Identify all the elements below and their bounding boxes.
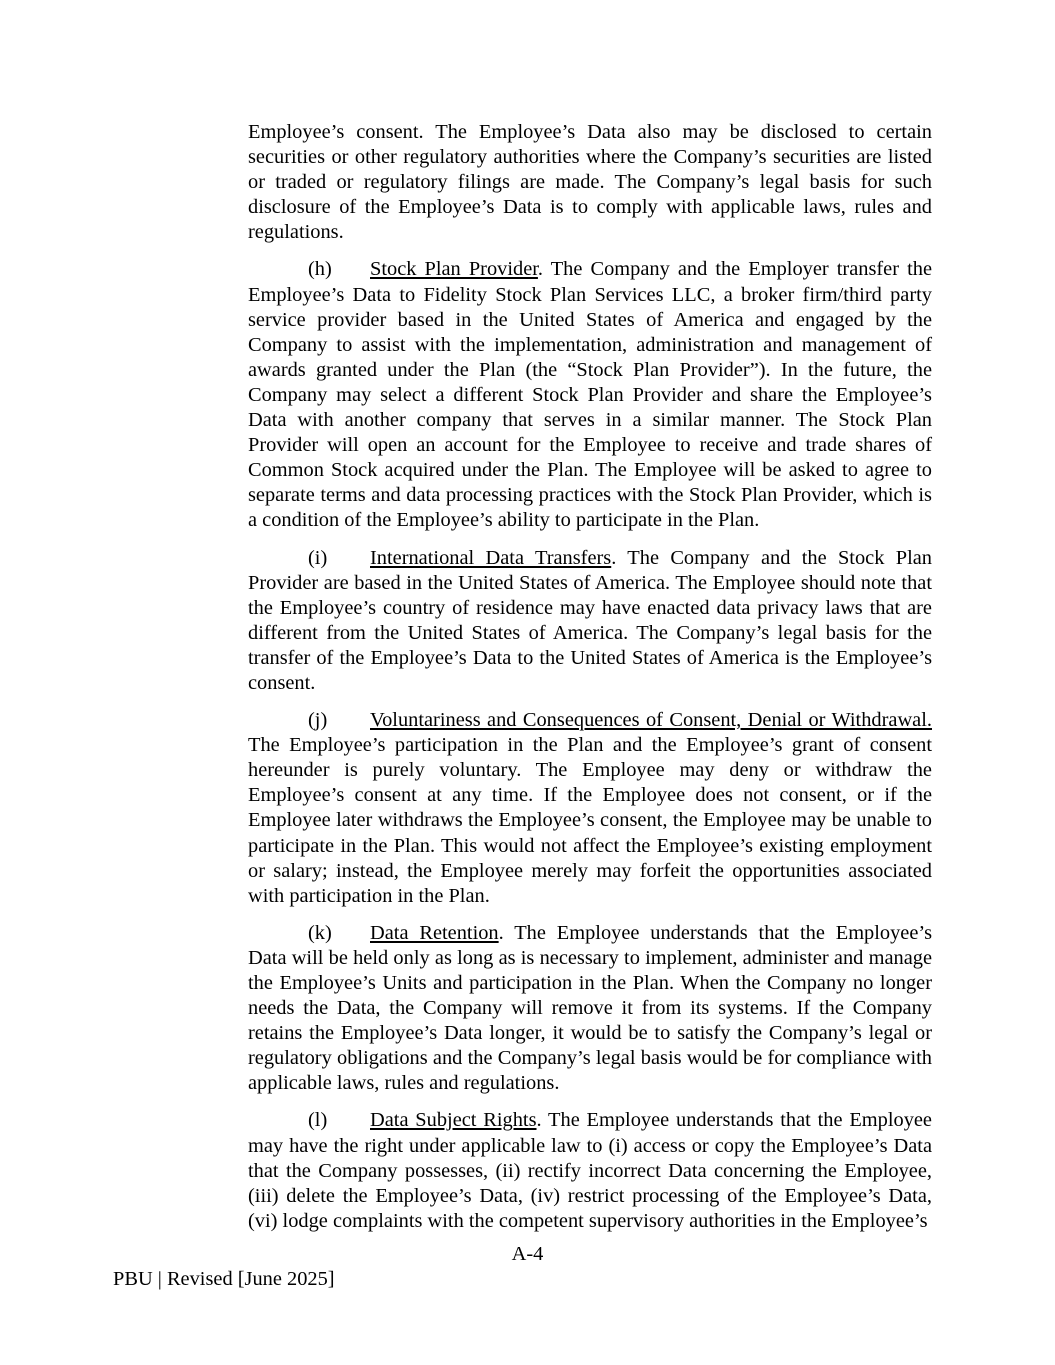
heading-international-data-transfers: International Data Transfers bbox=[370, 546, 612, 569]
paragraph-letter-k: (k) bbox=[308, 921, 332, 944]
paragraph-h bbox=[248, 257, 932, 533]
heading-data-subject-rights: Data Subject Rights bbox=[370, 1109, 537, 1132]
paragraph-text: . The Employee understands that the Employee may have the right under applicable law to (i) access or copy the Employee’s Data that the Company possesses, (ii) rectify incorrect Data concerning the Employee, (iii) delete the Employee’s Data, (iv) restrict processing of the Employee’s Data, (vi) lodge complaints with the competent supervisory authorities in the Employee’s bbox=[248, 1109, 932, 1232]
paragraph-text: . The Employee understands that the Employee’s Data will be held only as long as is necessary to implement, administer and manage the Employee’s Units and participation in the Plan. When the Company no longer needs the Data, the Company will remove it from its systems. If the Company retains the Employee’s Data longer, it would be to satisfy the Company’s legal or regulatory obligations and the Company’s legal basis would be for compliance with applicable laws, rules and regulations. bbox=[248, 921, 933, 1095]
paragraph-text: The Employee’s participation in the Plan and the Employee’s grant of consent hereunder is purely voluntary. The Employee may deny or withdraw the Employee’s consent at any time. If the Employee does not consent, or if the Employee later withdraws the Employee’s consent, the Employee may be unable to participate in the Plan. This would not affect the Employee’s existing employment or salary; instead, the Employee merely may forfeit the opportunities associated with participation in the Plan. bbox=[248, 734, 932, 907]
paragraph-text: Employee’s consent. The Employee’s Data also may be disclosed to certain securities or other regulatory authorities where the Company’s securities are listed or traded or regulatory filings are made. The Company’s legal basis for such disclosure of the Employee’s Data is to comply with applicable laws, rules and regulations. bbox=[248, 121, 932, 244]
paragraph-k bbox=[248, 921, 932, 1097]
paragraph-text: . The Company and the Stock Plan Provider are based in the United States of America. The Employee should note that the Employee’s country of residence may have enacted data privacy laws that are different from the United States of America. The Company’s legal basis for the transfer of the Employee’s Data to the United States of America is the Employee’s consent. bbox=[248, 546, 932, 694]
paragraph-i bbox=[248, 546, 932, 697]
paragraph-letter-j: (j) bbox=[308, 709, 328, 732]
document-body bbox=[248, 120, 932, 1246]
paragraph-j bbox=[248, 708, 932, 909]
page-number: A-4 bbox=[511, 1243, 544, 1265]
heading-data-retention: Data Retention bbox=[370, 921, 499, 944]
paragraph-l bbox=[248, 1108, 932, 1233]
heading-stock-plan-provider: Stock Plan Provider bbox=[370, 258, 538, 281]
paragraph-letter-i: (i) bbox=[308, 546, 328, 569]
paragraph-continuation bbox=[248, 120, 932, 245]
paragraph-letter-l: (l) bbox=[308, 1109, 328, 1132]
paragraph-letter-h: (h) bbox=[308, 258, 332, 281]
footer-revision-label: PBU | Revised [June 2025] bbox=[113, 1268, 335, 1290]
paragraph-text: . The Company and the Employer transfer the Employee’s Data to Fidelity Stock Plan Services LLC, a broker firm/third party service provider based in the United States of America and engaged by the Company to assist with the implementation, administration and management of awards granted under the Plan (the “Stock Plan Provider”). In the future, the Company may select a different Stock Plan Provider and share the Employee’s Data with another company that serves in a similar manner. The Stock Plan Provider will open an account for the Employee to receive and trade shares of Common Stock acquired under the Plan. The Employee will be asked to agree to separate terms and data processing practices with the Stock Plan Provider, which is a condition of the Employee’s ability to participate in the Plan. bbox=[248, 258, 932, 532]
heading-voluntariness-consequences: Voluntariness and Consequences of Consent, Denial or Withdrawal. bbox=[370, 709, 932, 732]
